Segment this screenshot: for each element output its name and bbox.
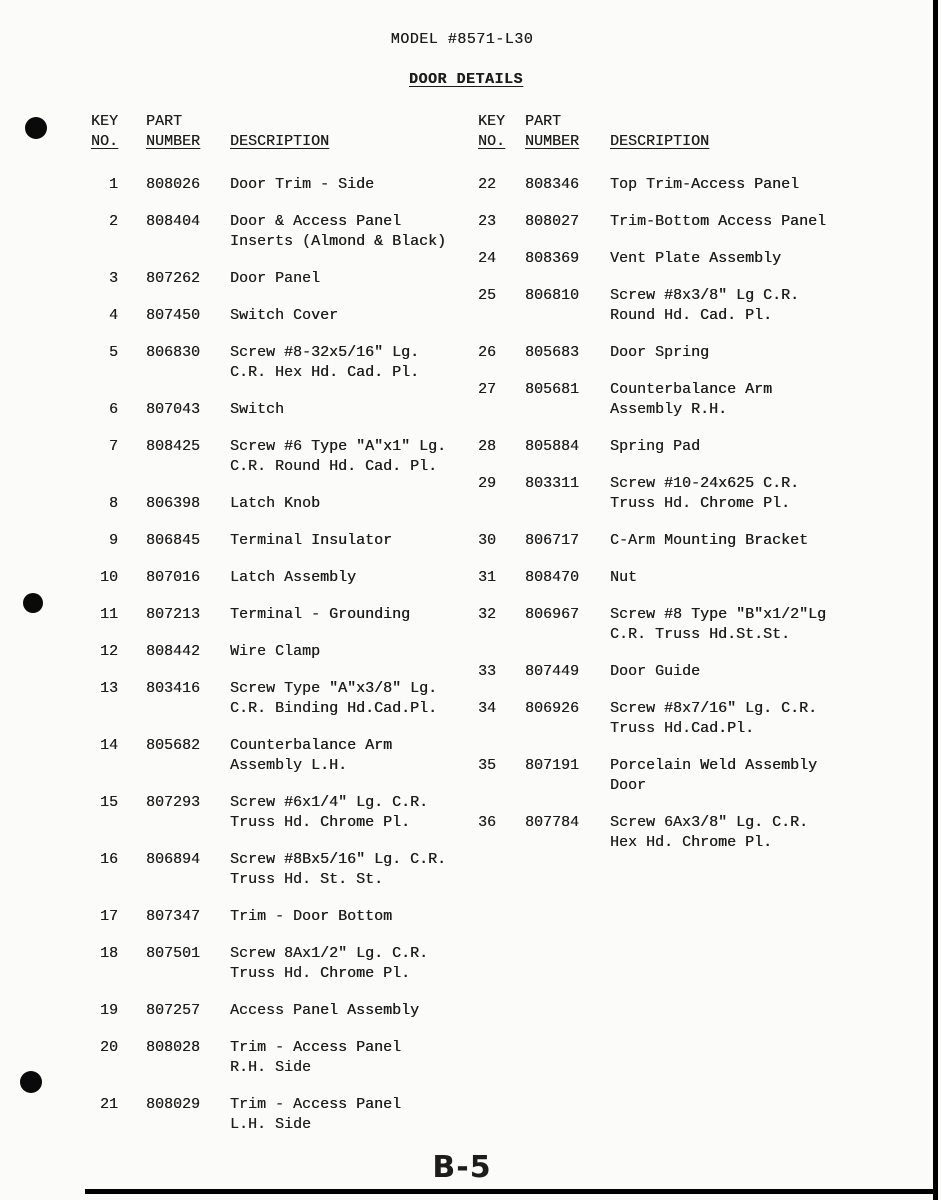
description [230, 400, 472, 420]
table-body-left [88, 175, 472, 1135]
description [230, 175, 472, 195]
table-row [88, 679, 472, 719]
header-key [478, 112, 525, 152]
part-number: 808027 [525, 213, 580, 230]
description-line: Door Panel [230, 270, 321, 287]
description-line: Wire Clamp [230, 643, 321, 660]
description-line: Trim - Access Panel [230, 1039, 402, 1056]
key-number: 21 [99, 1096, 118, 1113]
description-line: Switch [230, 401, 285, 418]
part-number: 806967 [525, 606, 580, 623]
key-number: 25 [478, 287, 497, 304]
header-key-line1: KEY [90, 113, 118, 130]
description-line: Inserts (Almond & Black) [230, 233, 447, 250]
description [230, 531, 472, 551]
description-line: C.R. Binding Hd.Cad.Pl. [230, 700, 438, 717]
description-line: Terminal - Grounding [230, 606, 411, 623]
description-line: Screw Type "A"x3/8" Lg. [230, 680, 438, 697]
part-number: 807449 [525, 663, 580, 680]
description-line: Door & Access Panel [230, 213, 402, 230]
description-line: Trim-Bottom Access Panel [610, 213, 827, 230]
part-number: 807501 [146, 945, 201, 962]
description-line: Screw #10-24x625 C.R. [610, 475, 800, 492]
description [610, 605, 862, 645]
description-line: Counterbalance Arm [610, 381, 773, 398]
description [230, 907, 472, 927]
key-number: 12 [99, 643, 118, 660]
table-row [478, 343, 862, 363]
key-number: 24 [478, 250, 497, 267]
table-row [478, 531, 862, 551]
hole-punch-middle [23, 593, 43, 613]
key-number: 6 [108, 401, 118, 418]
description-line: Terminal Insulator [230, 532, 393, 549]
header-key-line2: NO. [90, 133, 118, 150]
description-line: Trim - Access Panel [230, 1096, 402, 1113]
description [610, 531, 862, 551]
description-line: Spring Pad [610, 438, 701, 455]
header-part [525, 112, 610, 152]
table-row [478, 605, 862, 645]
table-row [88, 568, 472, 588]
part-number: 806845 [146, 532, 201, 549]
header-key [88, 112, 118, 152]
part-number: 806398 [146, 495, 201, 512]
description-line: L.H. Side [230, 1116, 312, 1133]
key-number: 32 [478, 606, 497, 623]
table-row [478, 474, 862, 514]
table-row [88, 850, 472, 890]
description [230, 212, 472, 252]
description-line: Nut [610, 569, 638, 586]
part-number: 808470 [525, 569, 580, 586]
key-number: 8 [108, 495, 118, 512]
description-line: Screw #8Bx5/16" Lg. C.R. [230, 851, 447, 868]
key-number: 5 [108, 344, 118, 361]
description [610, 756, 862, 796]
description [610, 380, 862, 420]
key-number: 7 [108, 438, 118, 455]
part-number: 803311 [525, 475, 580, 492]
description-line: Truss Hd.Cad.Pl. [610, 720, 755, 737]
description-line: Screw #6x1/4" Lg. C.R. [230, 794, 429, 811]
key-number: 20 [99, 1039, 118, 1056]
header-part [118, 112, 230, 152]
key-number: 29 [478, 475, 497, 492]
parts-table-right [478, 112, 862, 870]
part-number: 808029 [146, 1096, 201, 1113]
description [230, 605, 472, 625]
table-row [88, 306, 472, 326]
description-line: Door [610, 777, 647, 794]
description-line: Screw #8 Type "B"x1/2"Lg [610, 606, 827, 623]
part-number: 807257 [146, 1002, 201, 1019]
part-number: 807347 [146, 908, 201, 925]
table-row [88, 793, 472, 833]
description-line: Screw 6Ax3/8" Lg. C.R. [610, 814, 809, 831]
description [230, 1095, 472, 1135]
key-number: 31 [478, 569, 497, 586]
header-description: DESCRIPTION [610, 133, 710, 150]
key-number: 13 [99, 680, 118, 697]
part-number: 807450 [146, 307, 201, 324]
description [230, 494, 472, 514]
part-number: 808425 [146, 438, 201, 455]
description-line: Screw 8Ax1/2" Lg. C.R. [230, 945, 429, 962]
part-number: 806894 [146, 851, 201, 868]
key-number: 10 [99, 569, 118, 586]
description-line: Truss Hd. Chrome Pl. [230, 814, 411, 831]
description [610, 437, 862, 457]
scan-edge-right [933, 0, 938, 1200]
table-row [478, 699, 862, 739]
part-number: 807043 [146, 401, 201, 418]
description-line: Screw #8x7/16" Lg. C.R. [610, 700, 818, 717]
description [230, 850, 472, 890]
table-row [88, 642, 472, 662]
description [610, 813, 862, 853]
key-number: 35 [478, 757, 497, 774]
scan-edge-bottom [85, 1189, 938, 1194]
table-row [88, 1001, 472, 1021]
description [610, 568, 862, 588]
description-line: Latch Assembly [230, 569, 357, 586]
key-number: 28 [478, 438, 497, 455]
description [230, 568, 472, 588]
description-line: Assembly L.H. [230, 757, 348, 774]
model-title: MODEL #8571-L30 [390, 31, 534, 48]
table-row [478, 756, 862, 796]
key-number: 34 [478, 700, 497, 717]
description [230, 679, 472, 719]
description [610, 175, 862, 195]
table-row [88, 269, 472, 289]
table-row [478, 437, 862, 457]
key-number: 36 [478, 814, 497, 831]
key-number: 27 [478, 381, 497, 398]
table-row [88, 175, 472, 195]
part-number: 807016 [146, 569, 201, 586]
header-description: DESCRIPTION [230, 133, 330, 150]
description [230, 1001, 472, 1021]
description-line: Switch Cover [230, 307, 339, 324]
header-part-line2: NUMBER [146, 133, 201, 150]
header-key-line2: NO. [478, 133, 506, 150]
description-line: Truss Hd. Chrome Pl. [610, 495, 791, 512]
description-line: Trim - Door Bottom [230, 908, 393, 925]
description-line: Screw #6 Type "A"x1" Lg. [230, 438, 447, 455]
part-number: 805884 [525, 438, 580, 455]
description-line: Counterbalance Arm [230, 737, 393, 754]
description-line: C-Arm Mounting Bracket [610, 532, 809, 549]
description-line: C.R. Truss Hd.St.St. [610, 626, 791, 643]
description-line: Screw #8-32x5/16" Lg. [230, 344, 420, 361]
description-line: Access Panel Assembly [230, 1002, 420, 1019]
description [230, 736, 472, 776]
key-number: 23 [478, 213, 497, 230]
description [610, 286, 862, 326]
header-part-line1: PART [525, 113, 562, 130]
description-line: Screw #8x3/8" Lg C.R. [610, 287, 800, 304]
part-number: 807784 [525, 814, 580, 831]
table-row [478, 286, 862, 326]
description-line: C.R. Hex Hd. Cad. Pl. [230, 364, 420, 381]
table-row [478, 662, 862, 682]
description [610, 474, 862, 514]
description [230, 306, 472, 326]
table-row [88, 531, 472, 551]
part-number: 805682 [146, 737, 201, 754]
key-number: 2 [108, 213, 118, 230]
description-line: Porcelain Weld Assembly [610, 757, 818, 774]
part-number: 808026 [146, 176, 201, 193]
description-line: Assembly R.H. [610, 401, 728, 418]
description-line: R.H. Side [230, 1059, 312, 1076]
table-row [88, 400, 472, 420]
part-number: 806810 [525, 287, 580, 304]
header-part-line1: PART [146, 113, 183, 130]
description [230, 437, 472, 477]
description-line: Top Trim-Access Panel [610, 176, 800, 193]
description [230, 269, 472, 289]
table-row [478, 568, 862, 588]
table-header [88, 112, 472, 152]
key-number: 14 [99, 737, 118, 754]
part-number: 807191 [525, 757, 580, 774]
table-row [88, 736, 472, 776]
table-row [88, 1038, 472, 1078]
key-number: 4 [108, 307, 118, 324]
hole-punch-top [25, 117, 47, 139]
description-line: Truss Hd. St. St. [230, 871, 384, 888]
description [610, 212, 862, 232]
part-number: 808346 [525, 176, 580, 193]
table-body-right [478, 175, 862, 853]
table-row [478, 813, 862, 853]
key-number: 11 [99, 606, 118, 623]
part-number: 808028 [146, 1039, 201, 1056]
description [230, 642, 472, 662]
description [230, 944, 472, 984]
table-row [88, 605, 472, 625]
description [230, 1038, 472, 1078]
description [610, 699, 862, 739]
part-number: 808369 [525, 250, 580, 267]
key-number: 16 [99, 851, 118, 868]
section-title: DOOR DETAILS [408, 71, 524, 88]
part-number: 806717 [525, 532, 580, 549]
table-row [88, 212, 472, 252]
hole-punch-bottom [20, 1071, 42, 1093]
key-number: 1 [108, 176, 118, 193]
key-number: 33 [478, 663, 497, 680]
parts-table-left [88, 112, 472, 1152]
description-line: Round Hd. Cad. Pl. [610, 307, 773, 324]
key-number: 26 [478, 344, 497, 361]
key-number: 3 [108, 270, 118, 287]
table-row [478, 175, 862, 195]
part-number: 807213 [146, 606, 201, 623]
description-line: Latch Knob [230, 495, 321, 512]
key-number: 9 [108, 532, 118, 549]
description-line: Door Guide [610, 663, 701, 680]
table-row [88, 907, 472, 927]
description-line: Hex Hd. Chrome Pl. [610, 834, 773, 851]
table-row [478, 249, 862, 269]
part-number: 807293 [146, 794, 201, 811]
key-number: 18 [99, 945, 118, 962]
table-row [88, 437, 472, 477]
description [610, 249, 862, 269]
part-number: 803416 [146, 680, 201, 697]
description-line: Door Spring [610, 344, 710, 361]
part-number: 808404 [146, 213, 201, 230]
table-row [88, 1095, 472, 1135]
part-number: 808442 [146, 643, 201, 660]
part-number: 806830 [146, 344, 201, 361]
table-row [88, 343, 472, 383]
table-row [478, 212, 862, 232]
description [610, 343, 862, 363]
table-row [88, 944, 472, 984]
header-part-line2: NUMBER [525, 133, 580, 150]
table-header [478, 112, 862, 152]
part-number: 805683 [525, 344, 580, 361]
description-line: Door Trim - Side [230, 176, 375, 193]
description [230, 343, 472, 383]
page-number: B-5 [432, 1150, 492, 1185]
key-number: 22 [478, 176, 497, 193]
description [610, 662, 862, 682]
header-key-line1: KEY [478, 113, 506, 130]
description-line: Truss Hd. Chrome Pl. [230, 965, 411, 982]
part-number: 806926 [525, 700, 580, 717]
description-line: C.R. Round Hd. Cad. Pl. [230, 458, 438, 475]
description [230, 793, 472, 833]
key-number: 19 [99, 1002, 118, 1019]
key-number: 15 [99, 794, 118, 811]
description-line: Vent Plate Assembly [610, 250, 782, 267]
part-number: 807262 [146, 270, 201, 287]
table-row [88, 494, 472, 514]
key-number: 17 [99, 908, 118, 925]
part-number: 805681 [525, 381, 580, 398]
key-number: 30 [478, 532, 497, 549]
table-row [478, 380, 862, 420]
